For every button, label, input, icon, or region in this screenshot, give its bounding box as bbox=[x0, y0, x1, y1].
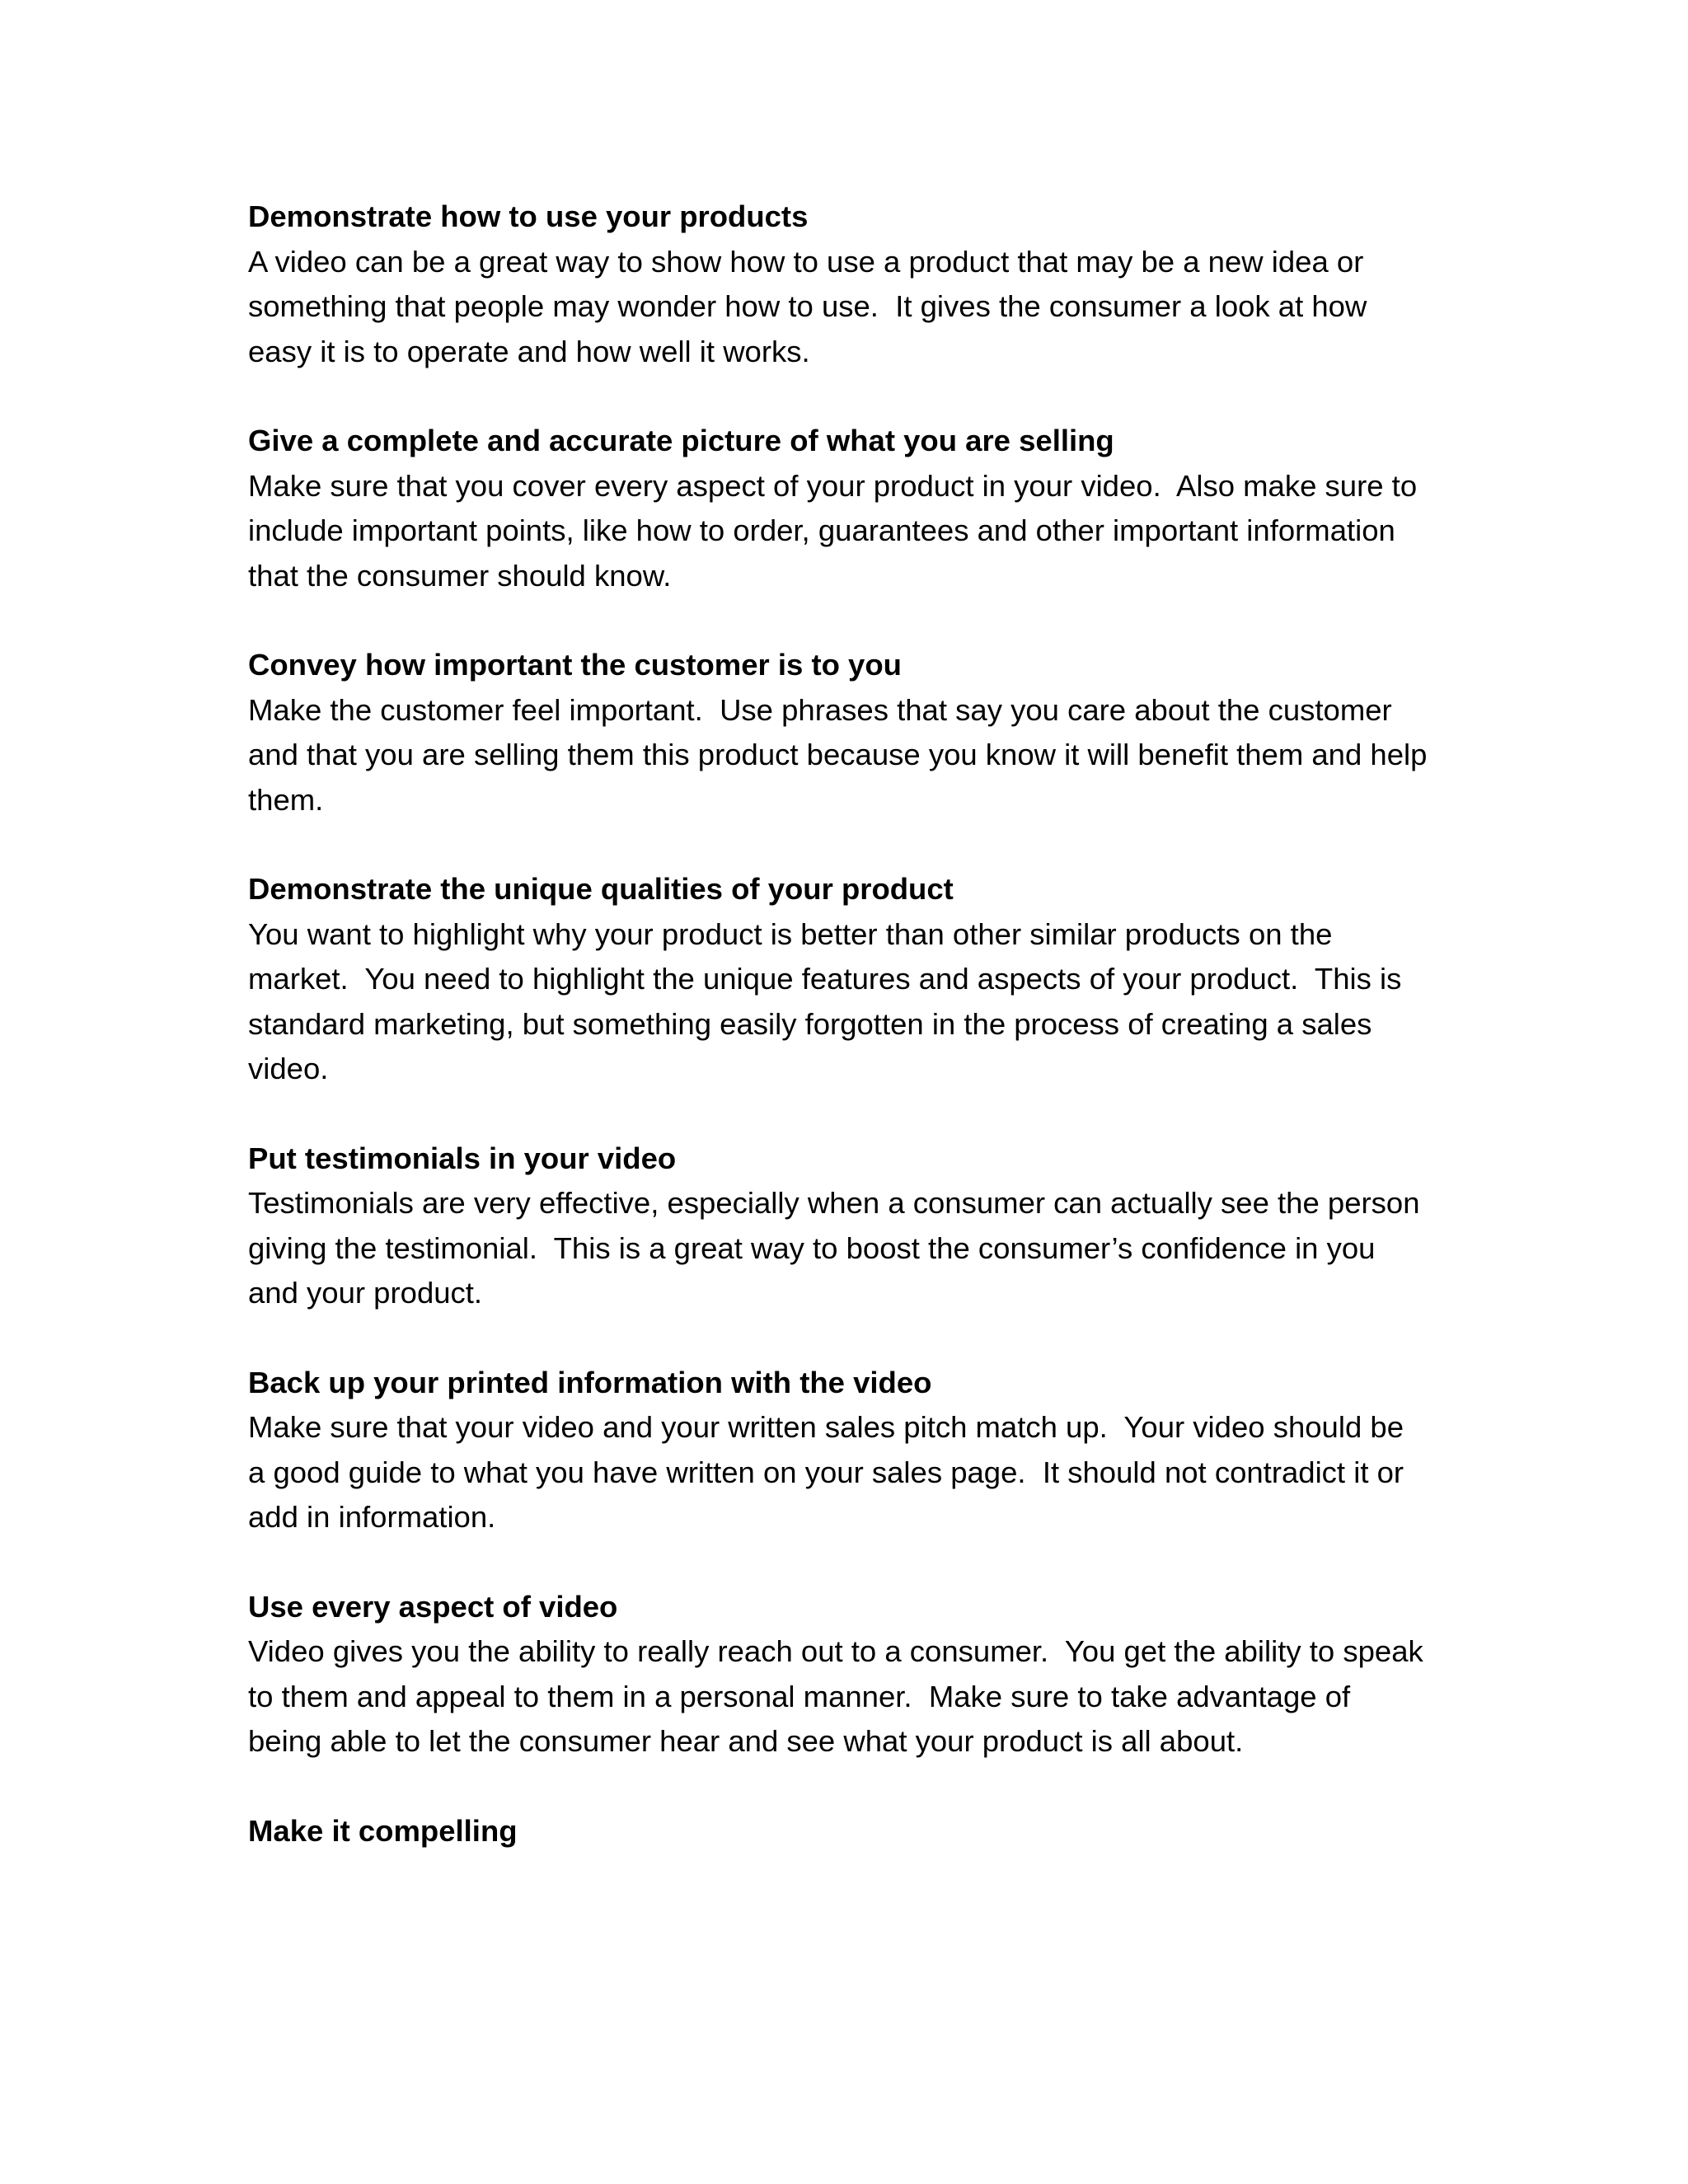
section-customer-importance bbox=[248, 643, 1451, 823]
paragraph-line: that the consumer should know. bbox=[248, 558, 672, 593]
section-unique-qualities bbox=[248, 867, 1451, 1092]
paragraph-line: and your product. bbox=[248, 1276, 483, 1310]
section-paragraph bbox=[248, 1405, 1451, 1540]
paragraph-line: video. bbox=[248, 1052, 329, 1085]
paragraph-line: easy it is to operate and how well it works. bbox=[248, 334, 810, 368]
document-page bbox=[248, 194, 1451, 1898]
section-heading: Demonstrate the unique qualities of your product bbox=[248, 872, 954, 906]
paragraph-line: standard marketing, but something easily forgotten in the process of creating a sales bbox=[248, 1006, 1372, 1041]
paragraph-line: Video gives you the ability to really reach out to a consumer. You get the ability to speak bbox=[248, 1634, 1423, 1668]
paragraph-line: market. You need to highlight the unique features and aspects of your product. This is bbox=[248, 962, 1402, 996]
paragraph-line: You want to highlight why your product is better than other similar products on the bbox=[248, 916, 1333, 951]
section-paragraph bbox=[248, 464, 1451, 599]
section-heading: Demonstrate how to use your products bbox=[248, 199, 809, 233]
paragraph-line: being able to let the consumer hear and see what your product is all about. bbox=[248, 1724, 1244, 1758]
section-heading: Put testimonials in your video bbox=[248, 1141, 677, 1175]
section-make-it-compelling bbox=[248, 1809, 1451, 1854]
section-heading: Back up your printed information with the video bbox=[248, 1365, 932, 1399]
section-paragraph bbox=[248, 688, 1451, 823]
section-heading: Make it compelling bbox=[248, 1813, 518, 1848]
section-complete-picture bbox=[248, 419, 1451, 598]
section-heading: Convey how important the customer is to you bbox=[248, 648, 902, 682]
section-back-up-printed-info bbox=[248, 1361, 1451, 1540]
section-heading: Give a complete and accurate picture of what you are selling bbox=[248, 424, 1114, 457]
paragraph-line: Make sure that you cover every aspect of your product in your video. Also make sure to bbox=[248, 468, 1418, 503]
paragraph-line: Make sure that your video and your written sales pitch match up. Your video should be bbox=[248, 1410, 1404, 1444]
section-paragraph bbox=[248, 240, 1451, 375]
section-every-aspect-of-video bbox=[248, 1585, 1451, 1765]
paragraph-line: A video can be a great way to show how to use a product that may be a new idea or bbox=[248, 244, 1364, 279]
section-paragraph bbox=[248, 1629, 1451, 1765]
section-heading: Use every aspect of video bbox=[248, 1589, 618, 1624]
paragraph-line: include important points, like how to order, guarantees and other important information bbox=[248, 513, 1395, 547]
paragraph-line: to them and appeal to them in a personal manner. Make sure to take advantage of bbox=[248, 1679, 1351, 1713]
paragraph-line: Make the customer feel important. Use phrases that say you care about the customer bbox=[248, 692, 1392, 727]
section-paragraph bbox=[248, 912, 1451, 1092]
section-testimonials bbox=[248, 1137, 1451, 1316]
section-demonstrate-use bbox=[248, 194, 1451, 374]
paragraph-line: Testimonials are very effective, especially when a consumer can actually see the person bbox=[248, 1186, 1420, 1220]
section-paragraph bbox=[248, 1181, 1451, 1316]
paragraph-line: giving the testimonial. This is a great way to boost the consumer’s confidence in you bbox=[248, 1230, 1376, 1265]
paragraph-line: add in information. bbox=[248, 1500, 496, 1534]
paragraph-line: and that you are selling them this product because you know it will benefit them and help bbox=[248, 738, 1428, 771]
paragraph-line: them. bbox=[248, 782, 324, 817]
paragraph-line: something that people may wonder how to use. It gives the consumer a look at how bbox=[248, 289, 1367, 323]
paragraph-line: a good guide to what you have written on your sales page. It should not contradict it or bbox=[248, 1455, 1404, 1489]
